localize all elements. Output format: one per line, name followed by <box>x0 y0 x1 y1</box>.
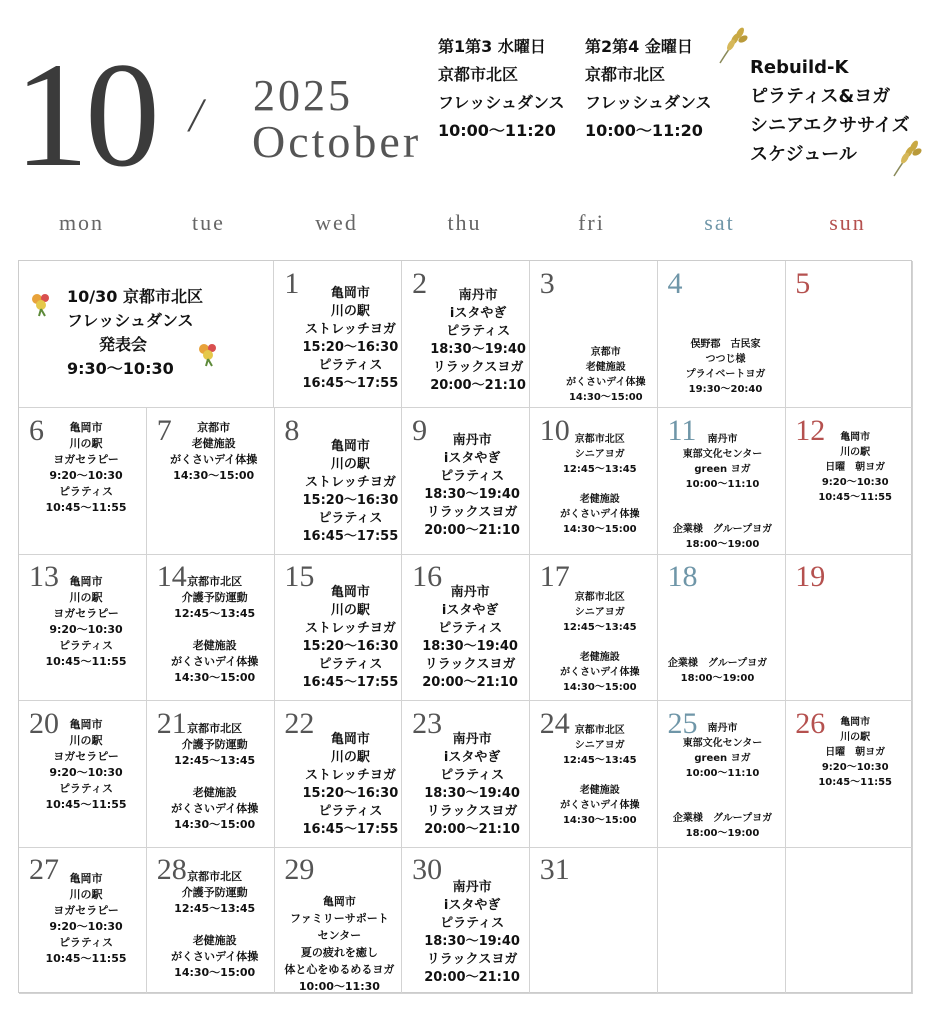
flower-icon <box>27 289 55 317</box>
info-line: 第1第3 水曜日 <box>438 37 546 56</box>
info-line: フレッシュダンス <box>585 93 712 112</box>
event-line: 南丹市 <box>458 288 498 303</box>
day-cell-3 <box>530 261 658 408</box>
day-number: 19 <box>795 560 826 594</box>
event-line: 老健施設 <box>192 639 237 653</box>
event-text <box>668 721 778 841</box>
event-line: ピラティス <box>58 936 114 950</box>
event-line: 亀岡市 <box>69 717 103 731</box>
event-line: 15:20〜16:30 <box>302 492 399 508</box>
event-line <box>165 917 265 933</box>
event-line: 老健施設 <box>192 785 237 799</box>
event-line: 南丹市 <box>452 731 492 747</box>
announcement-cell <box>19 261 274 408</box>
event-line: ピラティス <box>440 468 505 484</box>
event-line: 9:20〜10:30 <box>821 476 889 488</box>
event-line: 20:00〜21:10 <box>430 378 526 393</box>
event-line: 9:20〜10:30 <box>821 761 889 773</box>
event-line: 20:00〜21:10 <box>422 675 518 691</box>
event-text <box>300 285 400 393</box>
weekday-tue: tue <box>192 210 225 235</box>
day-cell-19 <box>785 554 913 701</box>
event-line: 老健施設 <box>579 784 620 796</box>
day-number: 11 <box>667 413 697 447</box>
schedule-info-wednesday <box>438 33 565 145</box>
day-number: 15 <box>284 560 315 594</box>
event-line: ストレッチヨガ <box>304 767 396 783</box>
day-number: 31 <box>539 853 570 887</box>
event-line: ピラティス <box>440 916 505 932</box>
event-line: 14:30〜15:00 <box>562 682 637 694</box>
brand-line: ピラティス&ヨガ <box>750 86 891 107</box>
day-cell-20 <box>19 701 147 848</box>
event-line: 15:20〜16:30 <box>302 340 399 355</box>
event-line: iスタやぎ <box>449 306 507 321</box>
year-label: 2025 <box>253 71 353 120</box>
brand-line: スケジュール <box>750 144 857 165</box>
event-line <box>668 781 778 796</box>
event-line: 京都市北区 <box>187 870 243 884</box>
event-line: 9:20〜10:30 <box>49 920 123 934</box>
event-line: 10:00〜11:30 <box>298 980 380 994</box>
event-line: 川の駅 <box>840 731 871 743</box>
event-line: 老健施設 <box>192 934 237 948</box>
day-number: 24 <box>539 706 570 740</box>
day-number: 28 <box>156 853 187 887</box>
event-line: 老健施設 <box>579 652 620 664</box>
day-number: 7 <box>156 413 172 447</box>
event-line: 9:20〜10:30 <box>49 765 123 779</box>
event-line: 10:00〜11:10 <box>685 767 760 779</box>
event-line: 企業様 グループヨガ <box>672 812 773 824</box>
event-line: ストレッチヨガ <box>304 474 396 490</box>
event-line <box>165 622 265 638</box>
event-line: 東部文化センター <box>682 737 763 749</box>
day-number: 17 <box>539 560 570 594</box>
day-cell-22 <box>274 701 402 848</box>
event-text <box>41 717 131 813</box>
info-line: 京都市北区 <box>585 65 666 84</box>
day-cell-8 <box>274 408 402 555</box>
event-line: 12:45〜13:45 <box>174 607 256 621</box>
weekday-sun: sun <box>829 210 866 235</box>
event-line <box>550 635 650 650</box>
event-line: 企業様 グループヨガ <box>672 523 773 535</box>
event-text <box>676 337 776 397</box>
day-number: 29 <box>284 853 315 887</box>
event-text <box>300 584 400 692</box>
event-line: 南丹市 <box>707 433 738 445</box>
event-line: 12:45〜13:45 <box>562 754 637 766</box>
event-line: 18:30〜19:40 <box>424 934 520 950</box>
event-line: がくさいデイ体操 <box>566 377 646 388</box>
event-line: 12:45〜13:45 <box>174 753 256 767</box>
event-line: 京都市北区 <box>574 433 625 445</box>
event-line: 16:45〜17:55 <box>302 376 399 391</box>
event-line: 16:45〜17:55 <box>302 821 399 837</box>
event-line: ストレッチヨガ <box>304 621 396 637</box>
event-line: 川の駅 <box>330 456 370 472</box>
schedule-info-friday <box>585 33 712 145</box>
event-line: 14:30〜15:00 <box>568 392 643 403</box>
event-line: 16:45〜17:55 <box>302 528 399 544</box>
event-text <box>422 879 522 987</box>
event-line: ピラティス <box>58 639 114 653</box>
day-cell-21 <box>147 701 275 848</box>
event-line: がくさいデイ体操 <box>170 452 258 466</box>
announcement-text <box>67 285 203 381</box>
event-line: 亀岡市 <box>330 585 370 601</box>
event-line: 14:30〜15:00 <box>562 814 637 826</box>
event-line: 19:30〜20:40 <box>688 384 763 395</box>
event-line: 老健施設 <box>191 436 236 450</box>
day-number: 21 <box>156 706 187 740</box>
event-line: 14:30〜15:00 <box>173 468 255 482</box>
day-cell-14 <box>147 554 275 701</box>
event-line: ピラティス <box>318 358 383 373</box>
event-line: ヨガセラピー <box>53 749 119 763</box>
event-line: 亀岡市 <box>69 872 103 886</box>
event-line: シニアヨガ <box>574 739 625 751</box>
announcement-line: フレッシュダンス <box>67 311 194 330</box>
day-cell-1 <box>274 261 402 408</box>
event-text <box>41 574 131 670</box>
day-cell-16 <box>402 554 530 701</box>
day-number: 23 <box>412 706 443 740</box>
day-cell-27 <box>19 847 147 994</box>
wheat-icon <box>890 138 924 178</box>
event-line: ピラティス <box>318 510 383 526</box>
event-line: 12:45〜13:45 <box>562 622 637 634</box>
event-text <box>422 731 522 839</box>
event-line: 10:45〜11:55 <box>45 500 127 514</box>
event-text <box>550 590 650 695</box>
event-line: がくさいデイ体操 <box>171 801 259 815</box>
event-line: 京都市北区 <box>574 724 625 736</box>
day-cell-25 <box>658 701 786 848</box>
day-cell-31 <box>530 847 658 994</box>
event-line <box>668 507 778 522</box>
event-text <box>550 432 650 537</box>
day-cell-13 <box>19 554 147 701</box>
info-line: フレッシュダンス <box>438 93 565 112</box>
day-cell-26 <box>785 701 913 848</box>
day-cell-17 <box>530 554 658 701</box>
event-line <box>550 477 650 492</box>
day-cell-24 <box>530 701 658 848</box>
event-line: ファミリーサポート <box>290 912 389 926</box>
event-line: 川の駅 <box>69 436 103 450</box>
event-line: 夏の疲れを癒し <box>300 946 378 960</box>
event-line: 14:30〜15:00 <box>174 671 256 685</box>
event-line: 15:20〜16:30 <box>302 785 399 801</box>
event-line: 亀岡市 <box>69 420 103 434</box>
event-line: 老健施設 <box>579 493 620 505</box>
day-cell-2 <box>402 261 530 408</box>
event-line: 介護予防運動 <box>181 737 248 751</box>
weekday-fri: fri <box>578 210 605 235</box>
announcement-line: 9:30〜10:30 <box>67 359 174 378</box>
event-line: iスタやぎ <box>441 603 499 619</box>
day-cell-12 <box>785 408 913 555</box>
day-number: 2 <box>412 267 428 300</box>
day-number: 20 <box>29 706 59 740</box>
event-line: 10:00〜11:10 <box>685 478 760 490</box>
event-line: がくさいデイ体操 <box>171 655 259 669</box>
day-cell-6 <box>19 408 147 555</box>
event-text <box>284 893 394 994</box>
event-line: 18:00〜19:00 <box>685 538 760 550</box>
event-line: がくさいデイ体操 <box>171 950 259 964</box>
day-number: 16 <box>412 560 443 594</box>
day-number: 3 <box>539 267 555 300</box>
event-text <box>805 430 905 505</box>
day-cell-7 <box>147 408 275 555</box>
flower-icon <box>194 339 222 367</box>
day-number: 9 <box>412 413 428 447</box>
event-line: 10:45〜11:55 <box>45 797 127 811</box>
empty-cell <box>785 847 913 994</box>
event-text <box>165 721 265 833</box>
event-line: 10:45〜11:55 <box>818 491 893 503</box>
event-line: ストレッチヨガ <box>304 322 396 337</box>
event-line: 18:00〜19:00 <box>685 827 760 839</box>
event-line: 14:30〜15:00 <box>174 966 256 980</box>
event-line: 亀岡市 <box>840 716 871 728</box>
event-line: ピラティス <box>318 803 383 819</box>
day-cell-15 <box>274 554 402 701</box>
event-line: iスタやぎ <box>443 898 501 914</box>
event-line: 16:45〜17:55 <box>302 675 399 691</box>
day-number: 22 <box>284 706 315 740</box>
event-line: 介護予防運動 <box>181 886 248 900</box>
event-line: ヨガセラピー <box>53 607 119 621</box>
day-number: 26 <box>795 706 826 740</box>
event-line: 亀岡市 <box>330 286 370 301</box>
event-line: がくさいデイ体操 <box>560 799 640 811</box>
event-line: 京都市 <box>197 420 231 434</box>
event-line: 18:30〜19:40 <box>424 486 520 502</box>
weekday-sat: sat <box>704 210 735 235</box>
day-number: 12 <box>795 413 826 447</box>
day-cell-18 <box>658 554 786 701</box>
day-number: 10 <box>539 413 570 447</box>
weekday-thu: thu <box>447 210 482 235</box>
day-number: 4 <box>667 267 683 300</box>
event-line: iスタやぎ <box>443 450 501 466</box>
day-number: 30 <box>412 853 443 887</box>
event-text <box>556 345 656 405</box>
event-line: ピラティス <box>58 484 114 498</box>
event-line: 10:45〜11:55 <box>45 952 127 966</box>
event-line: 20:00〜21:10 <box>424 970 520 986</box>
brand-info <box>750 53 910 169</box>
day-cell-10 <box>530 408 658 555</box>
event-line: 老健施設 <box>585 362 626 373</box>
day-number: 1 <box>284 267 300 300</box>
event-text <box>169 420 259 484</box>
event-line: 亀岡市 <box>330 438 370 454</box>
event-line: センター <box>317 929 362 943</box>
day-cell-23 <box>402 701 530 848</box>
day-number: 25 <box>667 706 698 740</box>
event-line: ヨガセラピー <box>53 452 119 466</box>
event-text <box>550 723 650 828</box>
event-line: 14:30〜15:00 <box>562 523 637 535</box>
day-cell-9 <box>402 408 530 555</box>
event-line: 9:20〜10:30 <box>49 623 123 637</box>
event-line: がくさいデイ体操 <box>560 667 640 679</box>
event-text <box>300 731 400 839</box>
event-line: 南丹市 <box>452 432 492 448</box>
event-line: 15:20〜16:30 <box>302 639 399 655</box>
event-line: 南丹市 <box>450 585 490 601</box>
event-text <box>41 871 131 967</box>
event-line: 亀岡市 <box>840 431 871 443</box>
event-line: 京都市北区 <box>574 592 625 604</box>
day-cell-11 <box>658 408 786 555</box>
event-text <box>165 869 265 981</box>
event-line: ヨガセラピー <box>53 904 119 918</box>
event-line <box>550 768 650 783</box>
event-line: 川の駅 <box>330 304 370 319</box>
event-line: ピラティス <box>446 324 511 339</box>
event-line <box>668 492 778 507</box>
brand-line: シニアエクササイズ <box>750 115 910 136</box>
info-line: 第2第4 金曜日 <box>585 37 693 56</box>
day-number: 13 <box>29 560 59 594</box>
event-line: 企業様 グループヨガ <box>667 658 768 670</box>
event-line: 川の駅 <box>330 749 370 765</box>
event-line: 川の駅 <box>69 888 103 902</box>
day-number: 27 <box>29 853 59 887</box>
event-line: 俣野郡 古民家 <box>690 339 761 350</box>
event-line: 日曜 朝ヨガ <box>825 461 886 473</box>
event-line: ピラティス <box>318 657 383 673</box>
announcement-line: 発表会 <box>99 335 148 354</box>
event-line: iスタやぎ <box>443 749 501 765</box>
event-text <box>422 432 522 540</box>
event-line: 南丹市 <box>707 722 738 734</box>
day-number: 8 <box>284 413 300 447</box>
day-number: 6 <box>29 413 44 447</box>
event-line: 10:45〜11:55 <box>818 776 893 788</box>
info-line: 京都市北区 <box>438 65 519 84</box>
event-text <box>428 287 528 395</box>
info-line: 10:00〜11:20 <box>438 121 556 140</box>
event-line: 川の駅 <box>69 591 103 605</box>
event-line: 18:30〜19:40 <box>424 785 520 801</box>
day-number: 14 <box>156 560 187 594</box>
event-line: がくさいデイ体操 <box>560 508 640 520</box>
event-line: 14:30〜15:00 <box>174 817 256 831</box>
calendar-grid <box>18 260 912 993</box>
day-cell-5 <box>785 261 913 408</box>
event-line: ピラティス <box>440 767 505 783</box>
event-line: つつじ様 <box>705 354 746 365</box>
day-cell-29 <box>274 847 402 994</box>
event-line: ピラティス <box>58 781 114 795</box>
month-name: October <box>252 116 422 167</box>
event-line: 東部文化センター <box>682 448 763 460</box>
event-line: シニアヨガ <box>574 607 625 619</box>
event-line: リラックスヨガ <box>432 360 524 375</box>
day-cell-28 <box>147 847 275 994</box>
day-cell-4 <box>658 261 786 408</box>
event-line <box>668 796 778 811</box>
announcement-line: 10/30 京都市北区 <box>67 287 203 306</box>
event-line: 20:00〜21:10 <box>424 522 520 538</box>
event-text <box>805 715 905 790</box>
event-line: 京都市北区 <box>187 575 243 589</box>
day-cell-30 <box>402 847 530 994</box>
event-line: ピラティス <box>438 621 503 637</box>
event-line: 南丹市 <box>452 880 492 896</box>
event-line: 京都市北区 <box>187 721 243 735</box>
day-number: 5 <box>795 267 811 300</box>
event-line: 体と心をゆるめるヨガ <box>284 963 395 977</box>
event-text <box>420 584 520 692</box>
event-text <box>165 574 265 686</box>
date-slash: / <box>185 89 209 142</box>
event-line: 20:00〜21:10 <box>424 821 520 837</box>
event-line: 京都市 <box>590 347 621 358</box>
month-number: 10 <box>14 32 156 198</box>
event-line: 9:20〜10:30 <box>49 468 123 482</box>
event-line: 日曜 朝ヨガ <box>825 746 886 758</box>
event-line: green ヨガ <box>694 463 751 475</box>
weekday-wed: wed <box>315 210 358 235</box>
event-line: 介護予防運動 <box>181 591 248 605</box>
brand-line: Rebuild-K <box>750 57 849 78</box>
event-text <box>668 432 778 552</box>
event-line: 18:30〜19:40 <box>430 342 526 357</box>
event-text <box>668 656 768 686</box>
event-line: リラックスヨガ <box>424 657 516 673</box>
event-line: 18:30〜19:40 <box>422 639 518 655</box>
event-line: 川の駅 <box>330 603 370 619</box>
event-line <box>165 769 265 785</box>
event-line: 10:45〜11:55 <box>45 655 127 669</box>
event-text <box>300 438 400 546</box>
event-line: 12:45〜13:45 <box>562 463 637 475</box>
event-line: プライベートヨガ <box>685 369 766 380</box>
event-text <box>41 420 131 516</box>
event-line: リラックスヨガ <box>426 952 518 968</box>
empty-cell <box>658 847 786 994</box>
event-line: 18:00〜19:00 <box>680 673 755 685</box>
event-line: 川の駅 <box>840 446 871 458</box>
event-line: 川の駅 <box>69 733 103 747</box>
event-line: リラックスヨガ <box>426 803 518 819</box>
weekday-mon: mon <box>58 210 105 235</box>
event-line: シニアヨガ <box>574 448 625 460</box>
event-line: green ヨガ <box>694 752 751 764</box>
event-line: 亀岡市 <box>330 731 370 747</box>
event-line: 亀岡市 <box>322 895 356 909</box>
event-line: 12:45〜13:45 <box>174 902 256 916</box>
wheat-icon <box>716 25 750 65</box>
info-line: 10:00〜11:20 <box>585 121 703 140</box>
event-line: 亀岡市 <box>69 575 103 589</box>
event-line: リラックスヨガ <box>426 504 518 520</box>
day-number: 18 <box>667 560 698 594</box>
